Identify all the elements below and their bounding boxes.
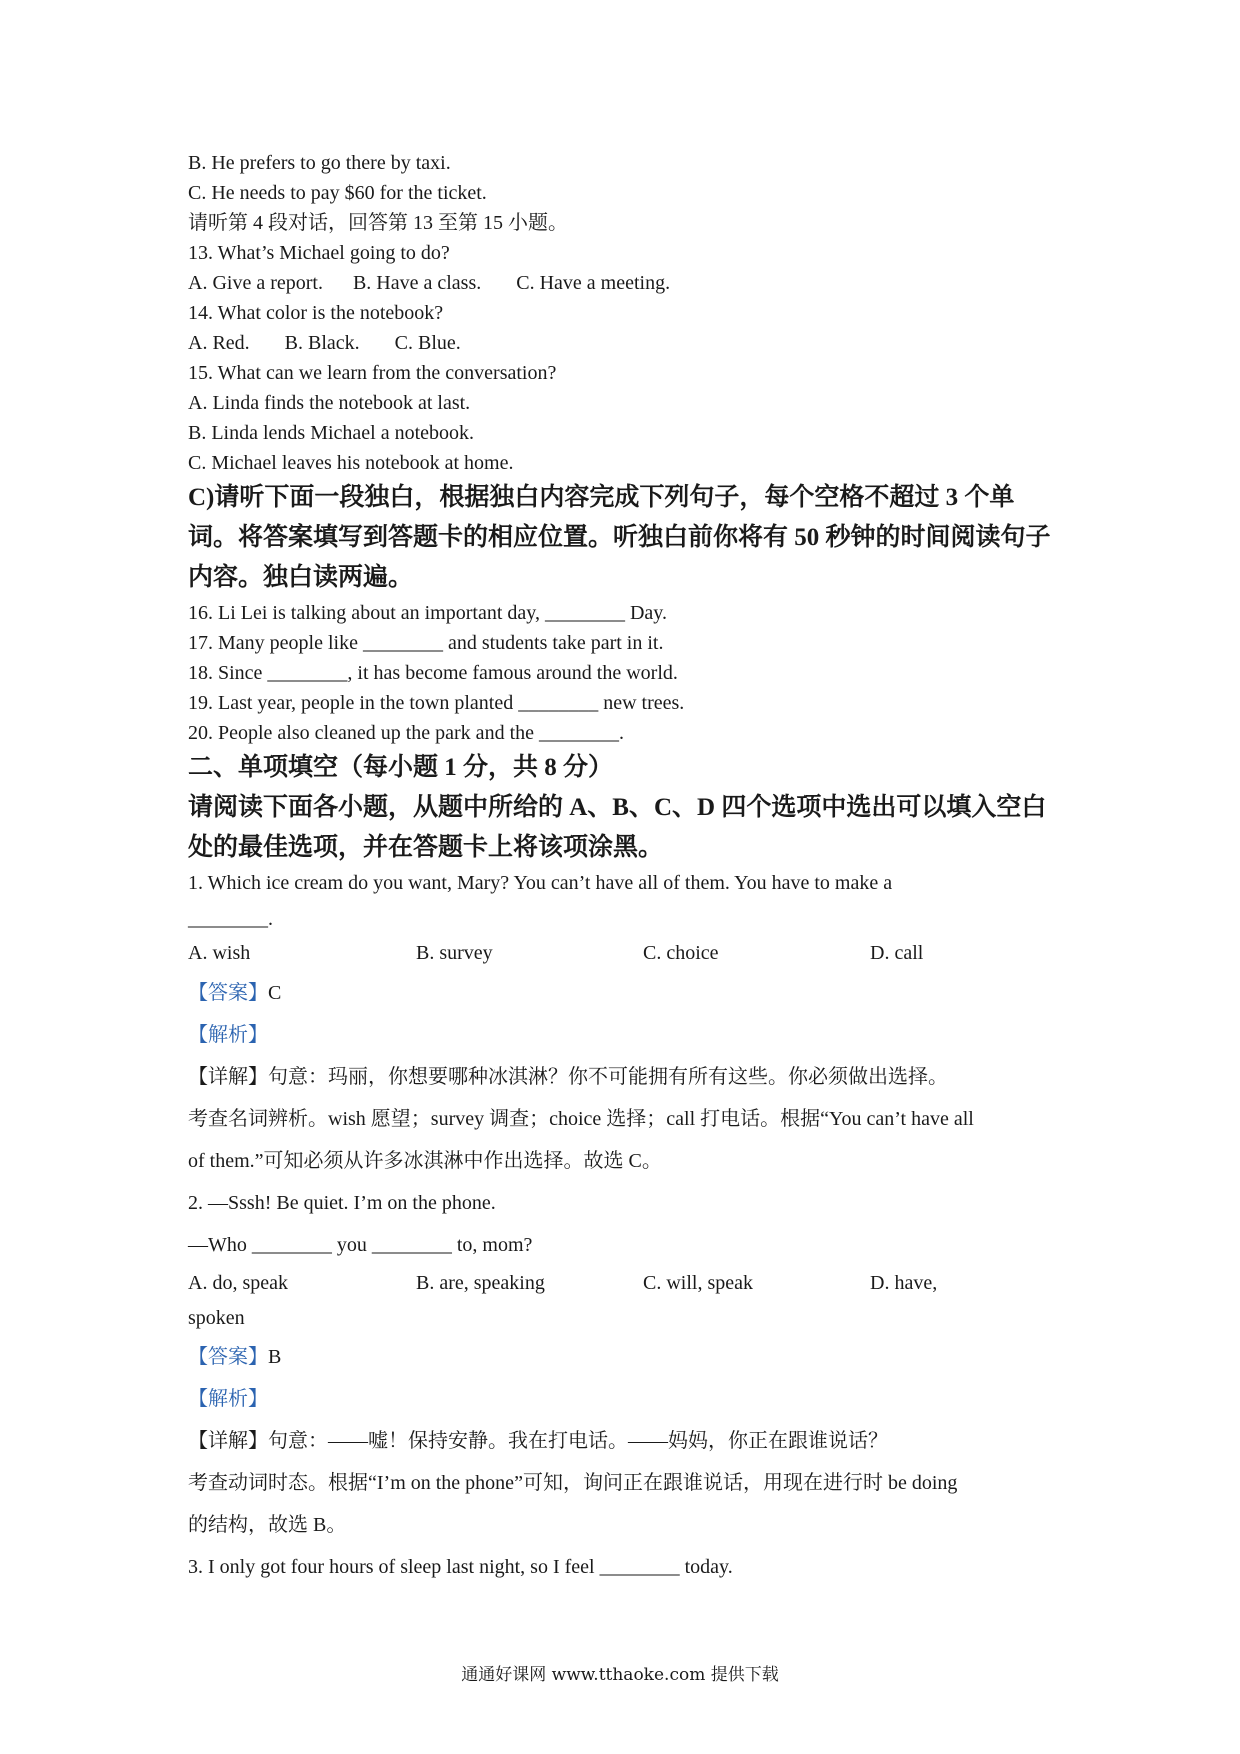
analysis-tag: 【解析】 (188, 1024, 268, 1046)
text-line: A. Red. B. Black. C. Blue. (188, 332, 461, 354)
option-c: C. will, speak (643, 1272, 753, 1294)
fill-question-line: 17. Many people like ________ and students take part in it. (188, 632, 664, 654)
answer-value: B (268, 1346, 282, 1368)
instruction-line: 词。将答案填写到答题卡的相应位置。听独白前你将有 50 秒钟的时间阅读句子 (188, 524, 1051, 551)
section-c-instructions (188, 478, 1068, 598)
option-b: B. are, speaking (416, 1272, 545, 1294)
instruction-line: C)请听下面一段独白，根据独白内容完成下列句子，每个空格不超过 3 个单 (188, 484, 1015, 511)
page-footer: 通通好课网 www.tthaoke.com 提供下载 (461, 1665, 779, 1685)
fill-question-line: 19. Last year, people in the town planted ________ new trees. (188, 692, 685, 714)
detail-line: of them.”可知必须从许多冰淇淋中作出选择。故选 C。 (188, 1150, 662, 1172)
text-line: A. Linda finds the notebook at last. (188, 392, 471, 414)
text-line: C. Michael leaves his notebook at home. (188, 452, 514, 474)
instruction-line: 请阅读下面各小题，从题中所给的 A、B、C、D 四个选项中选出可以填入空白 (188, 794, 1047, 821)
option-c: C. choice (643, 942, 719, 964)
instruction-line: 处的最佳选项，并在答题卡上将该项涂黑。 (188, 834, 664, 861)
detail-tag: 【详解】 (188, 1066, 268, 1088)
instruction-line: 内容。独白读两遍。 (188, 564, 414, 591)
question-stem-dialogue: —Who ________ you ________ to, mom? (188, 1234, 533, 1256)
detail-text: 句意：玛丽，你想要哪种冰淇淋？你不可能拥有所有这些。你必须做出选择。 (268, 1066, 948, 1088)
fill-in-questions (188, 598, 1068, 748)
option-d: D. call (870, 942, 924, 964)
question-stem: 1. Which ice cream do you want, Mary? You can’t have all of them. You have to make a (188, 872, 893, 894)
question-stem: 2. —Sssh! Be quiet. I’m on the phone. (188, 1192, 496, 1214)
analysis-line (188, 1014, 1068, 1056)
options-row (188, 1266, 1068, 1300)
answer-value: C (268, 982, 282, 1004)
answer-tag: 【答案】 (188, 982, 268, 1004)
text-line: 14. What color is the notebook? (188, 302, 444, 324)
section-2-instructions (188, 748, 1068, 868)
detail-line (188, 1420, 1068, 1462)
question-stem-blank: ________. (188, 908, 273, 930)
options-row (188, 934, 1068, 972)
fill-question-line: 20. People also cleaned up the park and the ________. (188, 722, 624, 744)
option-a: A. do, speak (188, 1272, 288, 1294)
detail-line: 的结构，故选 B。 (188, 1514, 347, 1536)
listening-section (188, 148, 1068, 478)
text-line: B. Linda lends Michael a notebook. (188, 422, 475, 444)
text-line: B. He prefers to go there by taxi. (188, 152, 451, 174)
answer-tag: 【答案】 (188, 1346, 268, 1368)
text-line: 请听第 4 段对话，回答第 13 至第 15 小题。 (188, 212, 568, 234)
instruction-line: 二、单项填空（每小题 1 分，共 8 分） (188, 754, 614, 781)
question-3 (188, 1546, 1068, 1588)
question-1 (188, 868, 1068, 1182)
option-d-wrap: spoken (188, 1307, 245, 1329)
option-d: D. have, (870, 1272, 938, 1294)
text-line: 13. What’s Michael going to do? (188, 242, 450, 264)
detail-text: 句意：——嘘！保持安静。我在打电话。——妈妈，你正在跟谁说话？ (268, 1430, 888, 1452)
text-line: 15. What can we learn from the conversation? (188, 362, 557, 384)
document-page (188, 148, 1068, 1588)
detail-line: 考查动词时态。根据“I’m on the phone”可知，询问正在跟谁说话，用现在进行时 be doing (188, 1472, 958, 1494)
text-line: C. He needs to pay $60 for the ticket. (188, 182, 487, 204)
analysis-tag: 【解析】 (188, 1388, 268, 1410)
option-a: A. wish (188, 942, 251, 964)
option-b: B. survey (416, 942, 493, 964)
fill-question-line: 16. Li Lei is talking about an important day, ________ Day. (188, 602, 667, 624)
analysis-line (188, 1378, 1068, 1420)
question-stem: 3. I only got four hours of sleep last night, so I feel ________ today. (188, 1556, 733, 1578)
detail-line: 考查名词辨析。wish 愿望；survey 调查；choice 选择；call 打电话。根据“You can’t have all (188, 1108, 974, 1130)
question-2 (188, 1182, 1068, 1546)
answer-line (188, 972, 1068, 1014)
text-line: A. Give a report. B. Have a class. C. Have a meeting. (188, 272, 671, 294)
detail-line (188, 1056, 1068, 1098)
answer-line (188, 1336, 1068, 1378)
detail-tag: 【详解】 (188, 1430, 268, 1452)
fill-question-line: 18. Since ________, it has become famous around the world. (188, 662, 678, 684)
